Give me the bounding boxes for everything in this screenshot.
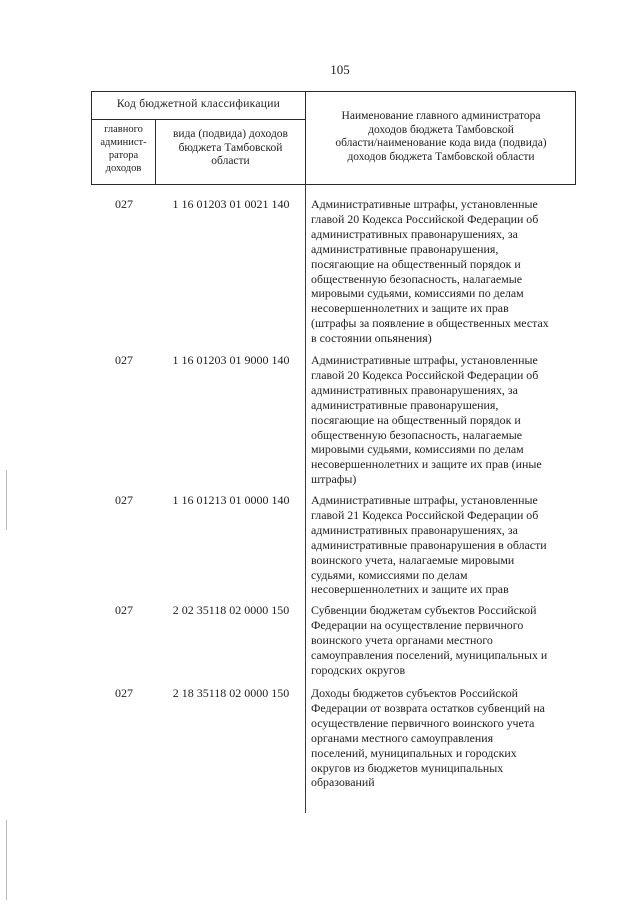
revenue-name-line: административных правонарушениях, за	[311, 522, 518, 537]
revenue-name-line: образований	[311, 775, 375, 790]
revenue-name-line: Административные штрафы, установленные	[311, 197, 538, 211]
revenue-name-line: главой 20 Кодекса Российской Федерации об	[311, 211, 539, 226]
page-number: 105	[330, 62, 350, 77]
header-divider-group	[91, 119, 305, 120]
revenue-name-line: мировыми судьями, комиссиями по делам	[311, 442, 524, 457]
admin-code: 027	[115, 686, 133, 700]
revenue-name-line: осуществление первичного воинского учета	[311, 715, 535, 730]
header-admin-line: главного	[104, 124, 143, 135]
revenue-code: 2 18 35118 02 0000 150	[172, 686, 290, 700]
revenue-name-line: мировыми судьями, комиссиями по делам	[311, 286, 524, 301]
header-admin-line: ратора	[108, 150, 139, 161]
revenue-name-line: посягающие на общественный порядок и	[311, 412, 521, 427]
revenue-name-line: самоуправления поселений, муниципальных и	[311, 647, 548, 662]
revenue-code: 1 16 01213 01 0000 140	[172, 493, 290, 507]
revenue-name-line: Административные штрафы, установленные	[311, 493, 538, 507]
revenue-name-line: Федерации на осуществление первичного	[311, 617, 524, 632]
revenue-code: 2 02 35118 02 0000 150	[172, 603, 290, 617]
revenue-name-line: судьями, комиссиями по делам	[311, 567, 468, 582]
revenue-name-line: органами местного самоуправления	[311, 730, 494, 745]
revenue-name-line: несовершеннолетних и защите их прав (иные	[311, 457, 542, 472]
admin-code: 027	[115, 493, 133, 507]
revenue-name	[311, 603, 576, 678]
revenue-name-line: административных правонарушениях, за	[311, 226, 518, 241]
header-col-kind	[156, 128, 305, 169]
revenue-name-line: городских округов	[311, 662, 406, 677]
header-name-line: доходов бюджета Тамбовской области	[347, 150, 535, 163]
revenue-name-line: административные правонарушения,	[311, 397, 499, 412]
header-kind-line: бюджета Тамбовской	[178, 141, 283, 154]
revenue-name-line: в состоянии опьянения)	[311, 331, 432, 346]
header-name-line: области/наименование кода вида (подвида)	[335, 137, 547, 149]
revenue-name	[311, 686, 576, 790]
header-col-admin	[92, 123, 155, 175]
revenue-code: 1 16 01203 01 9000 140	[172, 353, 290, 367]
header-kind-line: области	[211, 155, 250, 167]
revenue-name-line: поселений, муниципальных и городских	[311, 745, 517, 760]
header-admin-line: доходов	[105, 163, 142, 174]
scan-artifact	[6, 470, 7, 530]
revenue-name	[311, 493, 576, 597]
revenue-name-line: административных правонарушениях, за	[311, 382, 518, 397]
revenue-name-line: несовершеннолетних и защите их прав	[311, 582, 509, 597]
revenue-name-line: Субвенции бюджетам субъектов Российской	[311, 603, 537, 617]
revenue-name-line: административные правонарушения в области	[311, 537, 547, 552]
revenue-name-line: (штрафы за появление в общественных местах	[311, 316, 549, 331]
revenue-name	[311, 197, 576, 346]
revenue-name-line: главой 20 Кодекса Российской Федерации об	[311, 367, 539, 382]
header-admin-line: админист-	[100, 137, 147, 148]
header-code-group: Код бюджетной классификации	[116, 98, 281, 110]
revenue-name-line: общественную безопасность, налагаемые	[311, 271, 522, 286]
revenue-name-line: главой 21 Кодекса Российской Федерации об	[311, 507, 539, 522]
revenue-name-line: административные правонарушения,	[311, 241, 499, 256]
admin-code: 027	[115, 197, 133, 211]
revenue-code: 1 16 01203 01 0021 140	[172, 197, 290, 211]
revenue-name-line: округов из бюджетов муниципальных	[311, 760, 504, 775]
revenue-name-line: общественную безопасность, налагаемые	[311, 427, 522, 442]
scan-artifact	[6, 820, 7, 900]
admin-code: 027	[115, 603, 133, 617]
admin-code: 027	[115, 353, 133, 367]
revenue-name-line: Федерации от возврата остатков субвенций на	[311, 700, 545, 715]
header-col-name	[306, 110, 576, 164]
revenue-name	[311, 353, 576, 487]
revenue-name-line: воинского учета органами местного	[311, 632, 493, 647]
header-kind-line: вида (подвида) доходов	[173, 128, 288, 140]
header-name-line: Наименование главного администратора	[341, 110, 541, 122]
header-name-line: доходов бюджета Тамбовской	[368, 123, 514, 136]
revenue-name-line: Административные штрафы, установленные	[311, 353, 538, 367]
name-column-divider	[305, 185, 306, 813]
revenue-name-line: штрафы)	[311, 472, 357, 487]
revenue-name-line: несовершеннолетних и защите их прав	[311, 301, 509, 316]
table-header	[91, 91, 576, 185]
revenue-name-line: воинского учета, налагаемые мировыми	[311, 552, 515, 567]
revenue-name-line: посягающие на общественный порядок и	[311, 256, 521, 271]
revenue-name-line: Доходы бюджетов субъектов Российской	[311, 686, 519, 700]
